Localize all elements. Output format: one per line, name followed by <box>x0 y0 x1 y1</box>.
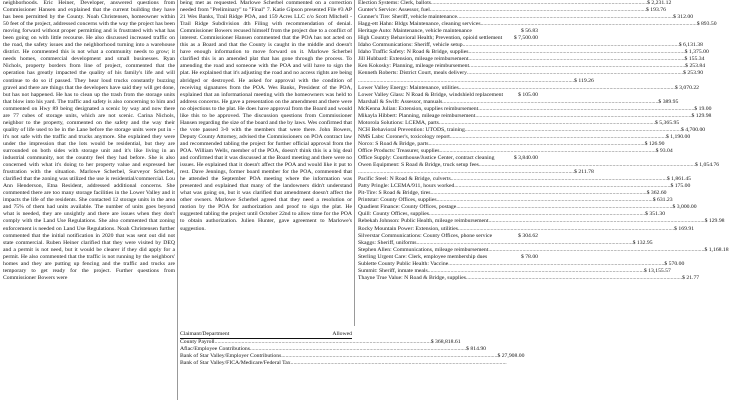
leader-dots <box>468 56 684 63</box>
claim-amount: $ 175.00 <box>670 183 691 190</box>
claim-amount: $ 126.90 <box>644 140 665 147</box>
leader-dots <box>488 218 704 225</box>
claim-description: Office Supply: Courthouse/Justice Center, contract cleaning <box>358 155 495 162</box>
claim-amount: $ 19.00 <box>694 105 712 112</box>
claim-amount: $ 362.60 <box>646 190 667 197</box>
claim-row <box>358 147 673 155</box>
claim-row <box>358 211 666 218</box>
leader-dots <box>429 211 645 218</box>
claim-row <box>358 0 672 7</box>
leader-dots <box>448 261 664 268</box>
claim-amount: $ 211.78 <box>574 169 594 176</box>
claim-row <box>358 246 729 254</box>
leader-dots <box>437 197 653 204</box>
claim-description: Owen Equipment: S Road & Bridge, truck setup fees <box>358 162 479 169</box>
claim-amount: $ 1,168.18 <box>704 246 729 253</box>
ledger-header-allowed: Allowed <box>332 331 352 337</box>
claim-description: McKenna Julian: Extension, supplies reimbursement <box>358 105 479 112</box>
claim-description: Gunter's Service: Assessor, fuel <box>358 7 430 14</box>
leader-dots <box>467 70 683 77</box>
leader-dots <box>463 42 679 49</box>
claim-row <box>358 63 706 70</box>
leader-dots <box>457 14 673 21</box>
claim-amount: $ 304.62 <box>518 232 538 239</box>
claim-amount: $ 1,190.00 <box>665 133 691 140</box>
claim-row <box>358 49 709 56</box>
claim-amount: $ 3,840.00 <box>513 155 538 162</box>
leader-dots <box>430 190 646 197</box>
claim-description: Rocky Mountain Power: Extension, utilities <box>358 225 458 232</box>
claim-amount: $ 1,861.45 <box>666 176 692 183</box>
claim-description: Bank of Star Valley/Employer Contributions <box>180 353 282 360</box>
claim-row <box>358 119 680 127</box>
claim-description: High Country Behavioral Health; Prevention, opioid settlement <box>358 35 503 42</box>
claim-description: Marshall & Swift: Assessor, manuals <box>358 98 443 105</box>
leader-dots <box>430 7 646 14</box>
claim-description: Heritage Auto: Maintenance, vehicle maintenance <box>358 28 472 35</box>
leader-dots <box>417 240 633 247</box>
claim-description: Jill Hubbard: Extension, mileage reimbursement <box>358 56 469 63</box>
leader-dots <box>456 204 672 211</box>
claim-description: Stephen Allen: Communications, mileage reimbursement <box>358 246 489 253</box>
leader-dots <box>481 21 697 28</box>
claim-description: Patty Pringle: LCEMA/911, hours worked <box>358 183 455 190</box>
claim-description: Pit-Tire: S Road & Bridge, tires <box>358 190 431 197</box>
claim-amount: $ 368,818.61 <box>430 339 461 346</box>
claim-row <box>358 183 691 190</box>
claim-row <box>358 162 720 169</box>
claim-amount: $ 2,231.12 <box>647 0 672 6</box>
claim-description: NCH Behavioral Prevention: UTODS, training <box>358 126 465 133</box>
ledger-rows <box>180 339 525 367</box>
claim-row <box>358 254 538 261</box>
leader-dots <box>465 127 681 134</box>
claim-amount: $ 27,908.00 <box>497 353 525 360</box>
claim-row <box>358 260 685 268</box>
claim-amount: $ 56.83 <box>520 28 538 35</box>
claim-description: NMS Labs: Coroner's, toxicology report <box>358 133 450 140</box>
leader-dots <box>459 85 675 92</box>
claim-amount: $ 253.90 <box>683 70 704 77</box>
claim-amount: $ 4,700.00 <box>680 126 706 133</box>
claim-row <box>358 176 692 183</box>
leader-dots <box>439 120 655 127</box>
claim-row <box>358 218 725 225</box>
claim-row <box>358 56 705 63</box>
claim-description: Kenneth Roberts: District Court, meals delivery <box>358 70 467 77</box>
claim-description: Quadient Finance: County Offices, postage <box>358 204 457 211</box>
ledger-header-claimant: Claimant/Department <box>180 331 230 337</box>
claim-description: Idaho Traffic Safety: N Road & Bridge, supplies <box>358 49 469 56</box>
claim-amount: $ 6,131.38 <box>678 42 703 49</box>
claim-amount: $ 3,000.00 <box>672 204 697 211</box>
claims-list <box>358 0 729 282</box>
claim-description: Thayne True Value: N Road & Bridge, supplies <box>358 274 466 281</box>
claim-amount: $ 570.00 <box>664 260 685 267</box>
article-text-2: being met as requested. Marlowe Scherbel commented on a correction needed from "Preliminary" to "Final" 7. Katie Gipson presented File #3 AP 21 Wes Banks, Trail Ridge POA, and 159 Acres LLC c/o Scott Mitchell - Trail Ridge Subdivision 4th Filing with recommendation of denial. Commissioner Bowers recused himself from the project due to a conflict of interest. Commissioner Hansen commented that the POA has not acted on this as a Board and that the County is caught in the middle and doesn't have enough information to move forward on it. Marlowe Scherbel clarified this is an amended plat that has gone through the process. To amending the road and someone with the POA and will have to sign the plat. He explained that it's adjusting the road and no access rights are being abridged or destroyed. He asked for approval with the condition of receiving signatures from the POA. Wes Banks, President of the POA, explained that an informational meeting with the homeowners was held to address concerns. He gave a presentation on the amendment and there were no objections to the plat. He does have approval from the Board and would like this to be approved. The discussion questions from Commissioner Hansen regarding the size of the board and the by laws. Wes confirmed that the vote passed 3-0 with the members that were there. John Bowers, Deputy County Attorney, advised the Commissioners on POA contract law and recommended tabling the project for further official approval from the POA. William Wells, member of the POA, doesn't think this is a big deal and confirmed that it was discussed at the Board meeting and there were no issues. He explained that it doesn't affect the POA and would like it put to rest. Dave Jennings, former board member for the POA, commented that he attended the September POA meeting where the information was presented and explained that many of the landowners didn't understand what was going on, but it was clarified that amendment doesn't affect the other owners. Marlowe Scherbel agreed that they need a resolution or motion by the POA for authorization and proof to sign the plat. He suggested tabling the project until October 22nd to allow time for the POA to obtain authorization. Julien Hunter, gave agreement to Marlowe's suggestion. <box>180 0 352 232</box>
claim-description: Mikayla Hibbert: Planning, mileage reimbursement <box>358 112 476 119</box>
leader-dots <box>358 78 574 85</box>
claim-description: Sterling Urgent Care: Clerk, employee membership dues <box>358 253 488 260</box>
claim-description: Sublette County Public Health: Vaccine <box>358 260 449 267</box>
claim-amount: $ 253.84 <box>685 63 706 70</box>
claim-description: Lower Valley Glass: N Road & Bridge, windshield replacement <box>358 91 504 98</box>
claim-amount: $ 1,054.76 <box>694 162 720 169</box>
claim-description: Skaggs: Sheriff, uniforms <box>358 239 417 246</box>
claim-description: Office Products: Treasurer, supplies <box>358 147 440 154</box>
claim-row <box>358 98 679 106</box>
claim-amount: $ 129.98 <box>704 218 725 225</box>
claim-description: Motorola Solutions: LCEMA, parts <box>358 119 439 126</box>
claim-row <box>180 360 352 367</box>
claim-amount: $ 5,365.95 <box>655 119 680 126</box>
claim-amount: $ 351.30 <box>645 211 666 218</box>
claim-row <box>358 239 653 247</box>
leader-dots <box>458 226 674 233</box>
claim-amount: $ 13,155.57 <box>643 267 671 274</box>
claim-amount: $ 312.00 <box>673 14 694 21</box>
claim-row <box>358 112 712 120</box>
leader-dots <box>478 106 694 113</box>
leader-dots <box>291 360 507 367</box>
claim-description: County Payroll <box>180 339 215 346</box>
leader-dots <box>428 141 644 148</box>
claim-description: Norco: S Road & Bridge, parts <box>358 140 429 147</box>
article-column-1 <box>3 0 175 400</box>
claim-amount: $ 21.77 <box>682 274 700 281</box>
claim-description: Gunner's Tire: Sheriff, vehicle maintenance <box>358 14 458 21</box>
leader-dots <box>442 99 658 106</box>
claim-amount: $ 3,070.22 <box>674 84 700 91</box>
claim-row <box>358 233 538 240</box>
claim-row <box>358 267 671 275</box>
claim-amount: $ 119.26 <box>574 77 594 84</box>
claim-amount: $ 1,375.00 <box>684 49 709 56</box>
leader-dots <box>454 183 670 190</box>
claim-description: Printstar: County Offices, supplies <box>358 197 437 204</box>
claim-row <box>358 126 706 134</box>
claim-amount: $ 389.95 <box>658 98 679 105</box>
claim-amount: $ 78.00 <box>520 253 538 260</box>
claim-amount: $ 169.91 <box>674 225 695 232</box>
claim-description: Quill: County Offices, supplies <box>358 211 429 218</box>
claims-column-3 <box>358 0 729 282</box>
claim-description: Summit: Sheriff, inmate meals <box>358 267 428 274</box>
claim-row <box>358 140 665 148</box>
leader-dots <box>428 268 644 275</box>
claim-row <box>358 14 694 21</box>
claim-amount: $ 631.23 <box>652 197 673 204</box>
claim-amount: $ 93.04 <box>655 147 673 154</box>
leader-dots <box>468 49 684 56</box>
claim-amount: $ 193.76 <box>646 7 666 14</box>
claim-amount: $ 893.50 <box>696 21 717 28</box>
claim-description: Idaho Communications: Sheriff, vehicle setup <box>358 42 463 49</box>
leader-dots <box>451 176 667 183</box>
claim-description: Election Systems: Clerk, ballots <box>358 0 431 6</box>
claim-amount: $ 105.00 <box>518 91 538 98</box>
claim-description: Ken Kokosky: Planning, mileage reimbursement <box>358 63 470 70</box>
claim-description: Hagg-ett Hahn: Bldgs Maintenance, cleaning services <box>358 21 481 28</box>
leader-dots <box>475 113 691 120</box>
leader-dots <box>488 247 704 254</box>
claim-amount: $ 7,500.00 <box>513 35 538 42</box>
claim-description: Rebekah Johnson: Public Health, mileage reimbursement <box>358 218 489 225</box>
claim-description: Bank of Star Valley/FICA/Medicare/Federal Tax <box>180 360 291 367</box>
claims-ledger <box>180 328 525 367</box>
claim-row <box>358 70 704 77</box>
leader-dots <box>469 63 685 70</box>
ledger-header <box>180 331 352 339</box>
claim-row <box>358 133 691 141</box>
claim-row <box>358 274 700 282</box>
claim-row <box>358 84 700 92</box>
leader-dots <box>431 0 647 7</box>
claim-amount: $ 129.98 <box>691 112 712 119</box>
claim-description: Aflac/Employee Contributions <box>180 346 250 353</box>
leader-dots <box>466 275 682 282</box>
leader-dots <box>450 134 666 141</box>
claim-description: Pacific Steel: N Road & Bridge, culverts <box>358 176 451 183</box>
article-column-2 <box>180 0 352 326</box>
claim-row <box>358 92 538 99</box>
leader-dots <box>281 353 497 360</box>
claim-row <box>358 105 712 113</box>
claim-description: Lower Valley Energy: Maintenance, utilities <box>358 84 459 91</box>
claim-amount: $ 155.34 <box>684 56 705 63</box>
claim-amount: $ 132.95 <box>632 239 653 246</box>
claim-row <box>358 225 695 233</box>
leader-dots <box>250 346 466 353</box>
leader-dots <box>440 148 656 155</box>
claim-row <box>358 77 594 85</box>
claim-description: Silverstar Communications: County Offices, phone service <box>358 232 493 239</box>
claim-amount: $ 814.90 <box>466 346 487 353</box>
article-text-1: neighborhoods. Eric Heiner, Developer, answered questions from Commissioner Hansen and explained that the current building they have has been permitted by the County. Noah Christensen, homeowner within 50 feet of the project, addressed concerns with the way the project has been moving forward without proper permitting and is frustrated with what has been going on with little recourse. He also discussed increased traffic on the road, the safety issues and the neighborhood turning into a warehouse district. He commented this is not what a community needs to grow; it needs homes, commercial development and small businesses. Ryan Nichols, property borders from line of project, commented that the operation has greatly impacted the quality of his family's life and will continue to do so if passed. They hear loud trucks constantly buzzing gravel and there are things that the developers have said they will get done, but has not happened. He has to clean up the trash from the storage units that blow into his yard. The traffic and safety is also concerning to him and commented on Hwy 89 being designated a scenic by way and now there are 77 cubes of storage units, which are not scenic. Carina Nichols, neighbor to the property, commented on the safety and the way their quality of life used to be in the Lane before the storage units were put in - it's not safe with the traffic and trucks anymore. She explained they were under the impression that the lots would be residential, but they are surrounded on both sides with storage unit and it's like living in an industrial community, not the country feel they had before. She is also concerned with what it's doing to her property value and expressed her frustration with the situation. Marlowe Scherbel, Surveyor Scherbel, clarified that the zoning was utilized the use is residential/commercial. Lou Ann Henderson, Etna Resident, addressed additional concerns. She commented there are too many storage facilities in the Lower Valley and it impacts the life of the residents. She contacted 12 storage units in the area and 75% of them had units available. The number of units goes beyond what is needed, they are unsightly and there are issues when they don't comply with the Land Use Regulations. She also commented that zoning enforcement is needed on Land Use Regulations. Noah Christensen further commented that the initial notification in 2020 that was sent out did not state commercial. Ruben Heiner clarified that they were visited by DEQ and a permit is not need, but it would be clearer if they did apply for a permit. He also commented that the traffic is not running by the neighbors' homes and they are putting up fencing and the traffic and trucks are temporary to get ready for the project. Further questions from Commissioner Bowers were <box>3 0 175 281</box>
